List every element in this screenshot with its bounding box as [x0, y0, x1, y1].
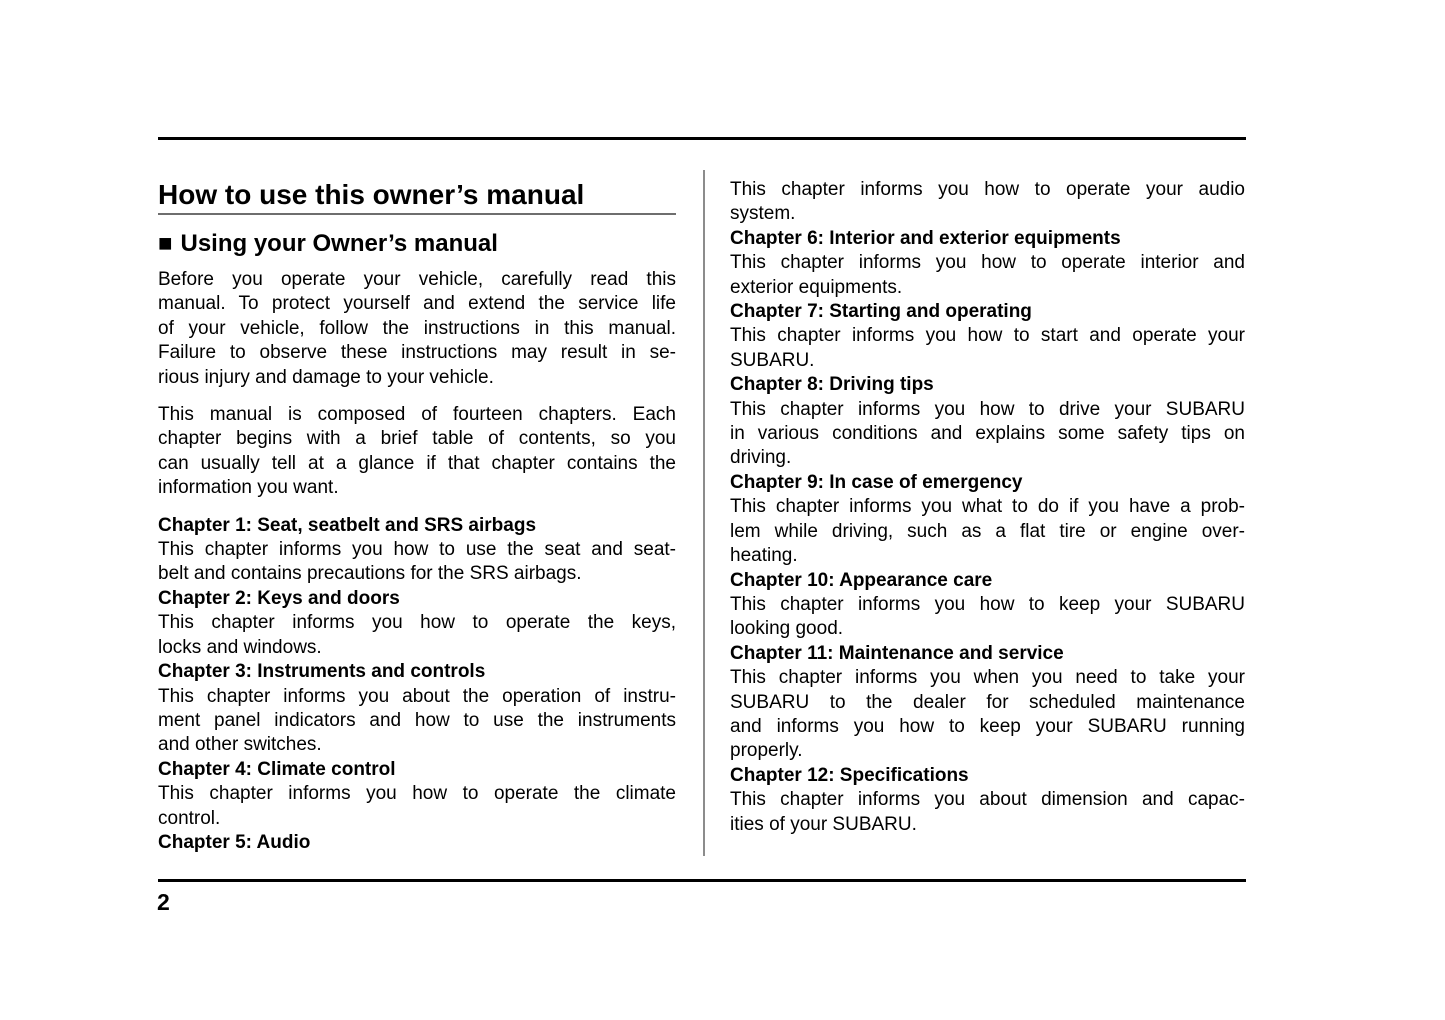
body-line: This chapter informs you how to operate the climate: [158, 783, 676, 805]
body-line: This chapter informs you how to operate the keys,: [158, 612, 676, 634]
paragraph-block: [730, 178, 1245, 227]
chapter-block: [730, 764, 1245, 837]
body-line: looking good.: [730, 618, 844, 640]
chapter-heading: Chapter 4: Climate control: [158, 758, 396, 780]
chapter-block: [730, 227, 1245, 300]
chapter-heading: Chapter 8: Driving tips: [730, 374, 934, 396]
chapter-heading: Chapter 1: Seat, seatbelt and SRS airbags: [158, 514, 537, 536]
body-line: manual. To protect yourself and extend the service life: [158, 293, 676, 315]
body-line: This manual is composed of fourteen chapters. Each: [158, 404, 676, 426]
body-line: system.: [730, 203, 796, 225]
left-column: [158, 178, 676, 855]
body-line: control.: [158, 807, 221, 829]
chapter-heading: Chapter 12: Specifications: [730, 764, 969, 786]
body-line: This chapter informs you how to drive your SUBARU: [730, 398, 1245, 420]
body-line: driving.: [730, 447, 792, 469]
section-heading-label: Using your Owner’s manual: [180, 230, 498, 257]
chapter-block: [730, 300, 1245, 373]
body-line: This chapter informs you how to operate interior and: [730, 252, 1245, 274]
body-line: This chapter informs you about dimension and capac-: [730, 789, 1245, 811]
body-line: This chapter informs you when you need to take your: [730, 667, 1245, 689]
body-line: ities of your SUBARU.: [730, 813, 917, 835]
paragraph-block: [158, 268, 676, 390]
body-line: This chapter informs you how to use the seat and seat-: [158, 539, 676, 561]
section-heading: [158, 230, 676, 258]
chapter-heading: Chapter 6: Interior and exterior equipments: [730, 227, 1121, 249]
chapter-block: [158, 587, 676, 660]
body-line: This chapter informs you what to do if you have a prob-: [730, 496, 1245, 518]
chapter-heading: Chapter 3: Instruments and controls: [158, 661, 486, 683]
body-line: SUBARU to the dealer for scheduled maintenance: [730, 691, 1245, 713]
title-underline: [158, 213, 676, 215]
body-line: This chapter informs you how to start and operate your: [730, 325, 1245, 347]
chapter-block: [158, 660, 676, 758]
body-line: rious injury and damage to your vehicle.: [158, 366, 494, 388]
body-line: and informs you how to keep your SUBARU running: [730, 715, 1245, 737]
chapter-block: [158, 758, 676, 831]
black-square-icon: ■: [158, 230, 173, 257]
body-line: properly.: [730, 740, 803, 762]
chapter-block: [730, 373, 1245, 471]
chapter-block: [730, 642, 1245, 764]
paragraph-block: [158, 403, 676, 501]
left-column-blocks: [158, 268, 676, 855]
body-line: in various conditions and explains some safety tips on: [730, 423, 1245, 445]
body-line: belt and contains precautions for the SRS airbags.: [158, 563, 582, 585]
body-line: can usually tell at a glance if that chapter contains the: [158, 452, 676, 474]
body-line: SUBARU.: [730, 349, 815, 371]
body-line: exterior equipments.: [730, 276, 903, 298]
body-line: Failure to observe these instructions may result in se-: [158, 342, 676, 364]
body-line: locks and windows.: [158, 636, 322, 658]
body-line: ment panel indicators and how to use the instruments: [158, 709, 676, 731]
chapter-block: [158, 514, 676, 587]
body-line: information you want.: [158, 477, 339, 499]
chapter-block: [158, 831, 676, 855]
chapter-heading: Chapter 10: Appearance care: [730, 569, 993, 591]
chapter-block: [730, 569, 1245, 642]
body-line: chapter begins with a brief table of contents, so you: [158, 428, 676, 450]
top-rule: [158, 137, 1246, 140]
body-line: of your vehicle, follow the instructions in this manual.: [158, 317, 676, 339]
body-line: and other switches.: [158, 734, 322, 756]
body-line: This chapter informs you about the operation of instru-: [158, 685, 676, 707]
right-column-blocks: [730, 178, 1245, 837]
column-divider: [703, 170, 705, 856]
body-line: This chapter informs you how to keep your SUBARU: [730, 593, 1245, 615]
chapter-block: [730, 471, 1245, 569]
chapter-heading: Chapter 5: Audio: [158, 831, 311, 853]
page-number: 2: [157, 889, 170, 915]
body-line: This chapter informs you how to operate your audio: [730, 179, 1245, 200]
body-line: Before you operate your vehicle, carefully read this: [158, 269, 676, 290]
page-content: [158, 178, 1246, 855]
body-line: heating.: [730, 545, 798, 567]
body-line: lem while driving, such as a flat tire or engine over-: [730, 520, 1245, 542]
right-column: [730, 178, 1245, 837]
chapter-heading: Chapter 2: Keys and doors: [158, 587, 400, 609]
bottom-rule: [158, 879, 1246, 882]
page-title: How to use this owner’s manual: [158, 179, 585, 210]
chapter-heading: Chapter 11: Maintenance and service: [730, 642, 1064, 664]
chapter-heading: Chapter 9: In case of emergency: [730, 471, 1023, 493]
chapter-heading: Chapter 7: Starting and operating: [730, 301, 1032, 323]
